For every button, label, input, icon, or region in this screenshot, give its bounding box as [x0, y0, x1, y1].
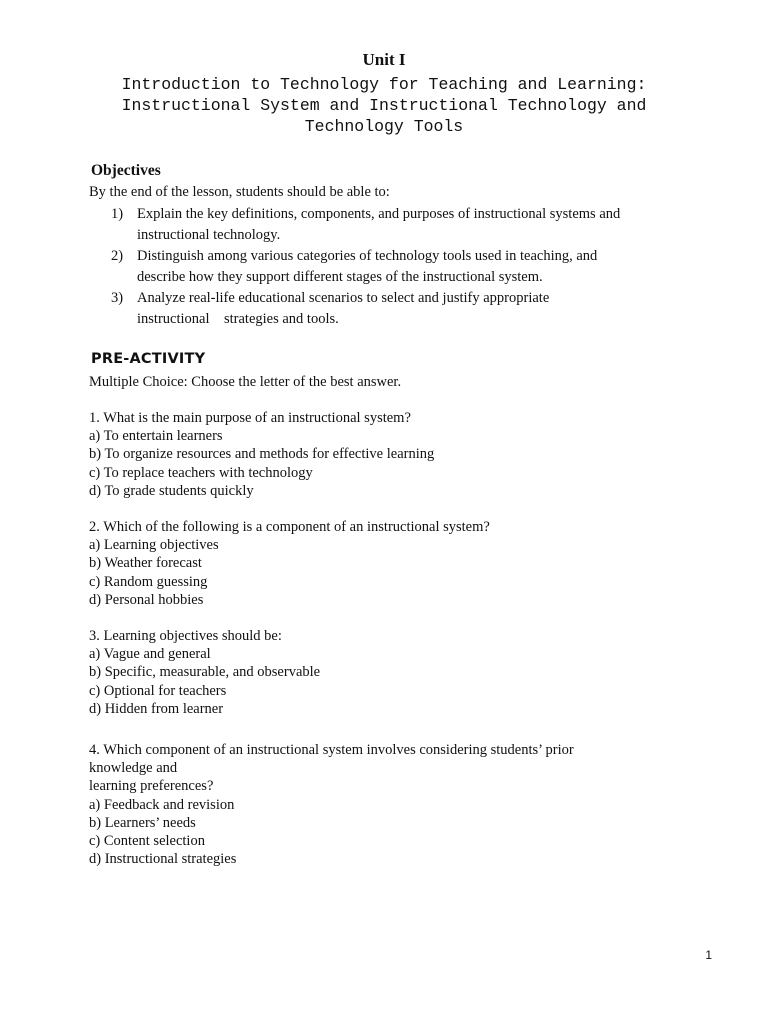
objective-text: Distinguish among various categories of technology tools used in teaching, and	[137, 248, 598, 264]
pre-activity-instructions: Multiple Choice: Choose the letter of the best answer.	[89, 374, 402, 390]
lesson-title-line-1: Introduction to Technology for Teaching and Learning:	[121, 75, 647, 94]
answer-option: c) Content selection	[89, 833, 205, 850]
question-stem: 2. Which of the following is a component of an instructional system?	[89, 519, 490, 535]
question-3	[89, 627, 729, 718]
objective-number: 3)	[111, 290, 124, 306]
answer-option: d) Personal hobbies	[89, 591, 204, 608]
objective-text-cont: describe how they support different stages of the instructional system.	[137, 269, 543, 285]
answer-option: c) Optional for teachers	[89, 682, 227, 699]
objective-text: Analyze real-life educational scenarios to select and justify appropriate	[137, 290, 550, 306]
answer-option: a) Learning objectives	[89, 537, 219, 554]
lesson-title-line-2: Instructional System and Instructional Technology and	[121, 96, 647, 115]
question-stem: 4. Which component of an instructional system involves considering students’ prior	[89, 742, 574, 758]
question-4	[89, 741, 729, 868]
objectives-intro: By the end of the lesson, students should be able to:	[89, 184, 390, 200]
question-stem-cont: learning preferences?	[89, 778, 214, 795]
unit-title: Unit I	[362, 50, 406, 69]
question-stem-cont: knowledge and	[89, 760, 178, 777]
page-number: 1	[705, 948, 712, 962]
objective-item	[89, 288, 729, 330]
objective-number: 1)	[111, 206, 124, 222]
answer-option: b) Specific, measurable, and observable	[89, 664, 321, 681]
answer-option: a) To entertain learners	[89, 428, 223, 445]
question-stem: 1. What is the main purpose of an instructional system?	[89, 410, 411, 426]
question-1	[89, 409, 729, 500]
objective-item	[89, 204, 729, 246]
question-stem: 3. Learning objectives should be:	[89, 628, 282, 644]
lesson-title-line-3: Technology Tools	[304, 117, 464, 136]
lesson-title	[80, 74, 688, 137]
question-2	[89, 518, 729, 609]
answer-option: b) Learners’ needs	[89, 814, 196, 831]
answer-option: c) Random guessing	[89, 573, 208, 590]
answer-option: d) To grade students quickly	[89, 482, 254, 499]
objectives-heading: Objectives	[91, 162, 161, 179]
objective-text-cont: instructional technology.	[137, 227, 281, 243]
objective-text-cont: instructional strategies and tools.	[137, 311, 339, 327]
answer-option: c) To replace teachers with technology	[89, 464, 313, 481]
answer-option: d) Hidden from learner	[89, 700, 224, 717]
answer-option: a) Feedback and revision	[89, 796, 235, 813]
answer-option: b) Weather forecast	[89, 555, 202, 572]
objective-item	[89, 246, 729, 288]
objectives-list	[89, 204, 729, 330]
answer-option: d) Instructional strategies	[89, 851, 237, 868]
objective-number: 2)	[111, 248, 124, 264]
pre-activity-heading: PRE-ACTIVITY	[91, 351, 206, 367]
answer-option: b) To organize resources and methods for effective learning	[89, 446, 435, 463]
answer-option: a) Vague and general	[89, 646, 211, 663]
objective-text: Explain the key definitions, components, and purposes of instructional systems and	[137, 206, 621, 222]
